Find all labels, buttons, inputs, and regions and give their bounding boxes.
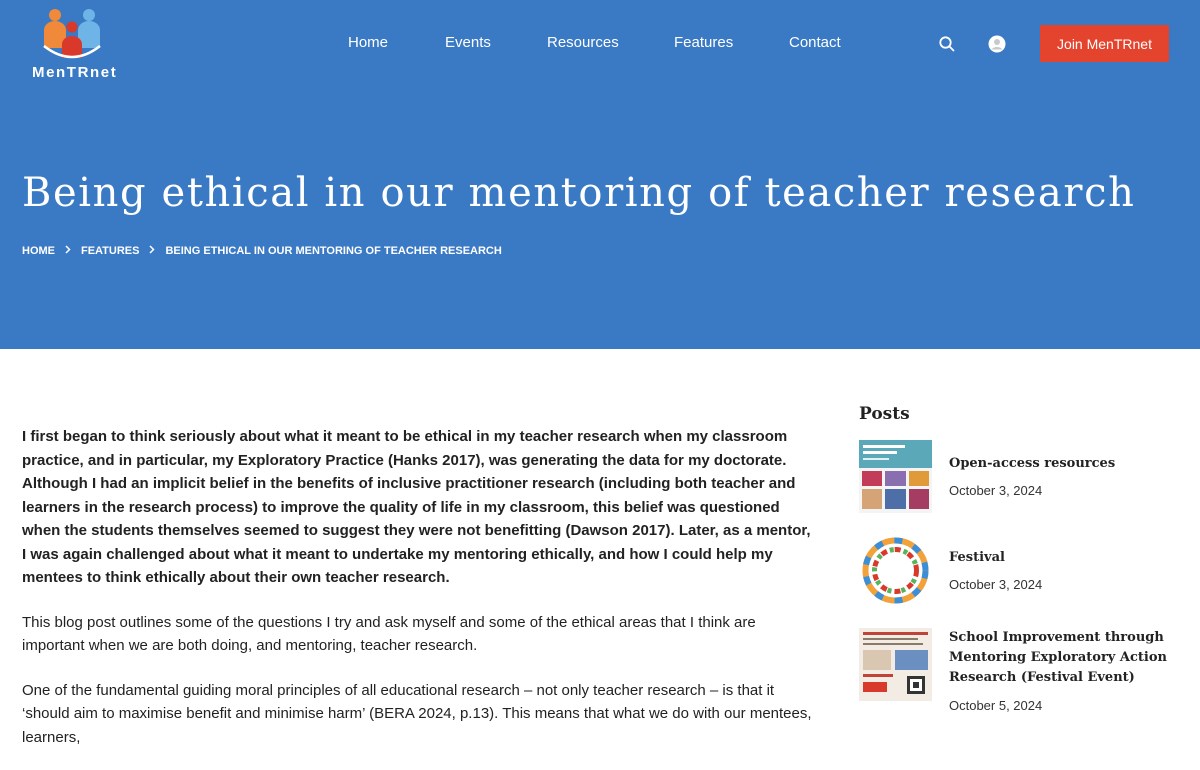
user-icon <box>988 35 1006 53</box>
nav-resources[interactable]: Resources <box>547 34 619 51</box>
nav-home[interactable]: Home <box>348 34 389 51</box>
breadcrumb <box>22 245 502 257</box>
breadcrumb-features[interactable]: FEATURES <box>81 245 140 257</box>
page-title: Being ethical in our mentoring of teacher research <box>22 170 1136 216</box>
logo-text: MenTRnet <box>32 64 118 81</box>
post-title[interactable]: School Improvement through Mentoring Exploratory Action Research (Festival Event) <box>949 630 1167 685</box>
article-paragraph: This blog post outlines some of the questions I try and ask myself and some of the ethical areas that I think are important when we are both doing, and mentoring, teacher research. <box>22 613 756 654</box>
chevron-right-icon <box>65 245 71 257</box>
article-body <box>22 425 812 770</box>
hero-banner <box>0 0 1200 349</box>
search-button[interactable] <box>938 35 956 53</box>
post-date: October 5, 2024 <box>949 698 1043 713</box>
post-date: October 3, 2024 <box>949 577 1043 592</box>
nav-contact[interactable]: Contact <box>789 34 841 51</box>
post-thumbnail[interactable] <box>859 534 932 607</box>
post-title[interactable]: Open-access resources <box>949 456 1116 471</box>
post-date: October 3, 2024 <box>949 483 1043 498</box>
join-button[interactable]: Join MenTRnet <box>1040 25 1169 62</box>
logo-people-icon <box>41 4 103 62</box>
post-thumbnail[interactable] <box>859 628 932 701</box>
search-icon <box>938 35 956 53</box>
chevron-right-icon <box>149 245 155 257</box>
site-logo[interactable] <box>30 4 120 80</box>
article-lead: I first began to think seriously about what it meant to be ethical in my teacher research when my classroom practice, and in particular, my Exploratory Practice (Hanks 2017), was generating the data for my doctorate. Although I had an implicit belief in the benefits of inclusive practitioner research (including both teacher and learners in the research process) to improve the quality of life in my classroom, this belief was questioned when the students themselves seemed to suggest they were not benefitting (Dawson 2017). Later, as a mentor, I was again challenged about what it meant to undertake my mentoring ethically, and how I could help my mentees to think ethically about their own teacher research. <box>22 428 811 586</box>
breadcrumb-current: BEING ETHICAL IN OUR MENTORING OF TEACHER RESEARCH <box>165 245 502 257</box>
nav-features[interactable]: Features <box>674 34 734 51</box>
nav-events[interactable]: Events <box>445 34 491 51</box>
account-button[interactable] <box>988 35 1006 53</box>
post-title[interactable]: Festival <box>949 550 1005 565</box>
post-thumbnail[interactable] <box>859 440 932 513</box>
breadcrumb-home[interactable]: HOME <box>22 245 55 257</box>
sidebar-title: Posts <box>859 404 910 424</box>
article-paragraph: One of the fundamental guiding moral principles of all educational research – not only teacher research – is that it ‘should aim to maximise benefit and minimise harm’ (BERA 2024, p.13). This means that what we do with our mentees, learners, <box>22 681 812 746</box>
